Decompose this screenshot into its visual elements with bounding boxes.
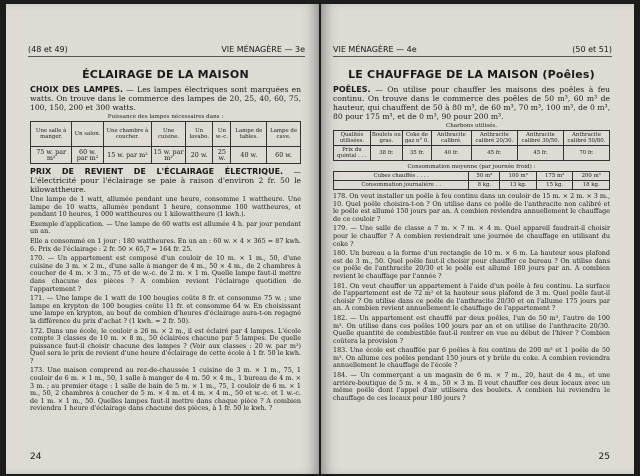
example-calc: Elle a consommé en 1 jour : 180 wattheures. En un an : 60 w. × 4 × 365 = 87 kwh. 6. Prix de l'éclairage : 2 fr. 50 × 65,7 = 164 fr. 25.	[30, 236, 301, 253]
exercise-172: 172. Dans une école, le couloir a 26 m. × 2 m., il est éclairé par 4 lampes. L'école compte 3 classes de 10 m. × 8 m., 50 éclairées chacune par 5 lampes. De quelle puissance faut-il choisir chacune des lampes ? (Voir aux classes : 20 w. par m²) Quel sera le prix de revient d'une heure d'éclairage de cette école à 1 fr. 50 le kwh. ?	[30, 326, 301, 365]
prix-heading: PRIX DE REVIENT DE L'ÉCLAIRAGE ÉLECTRIQUE.	[30, 167, 284, 176]
conso-volume-cell: 175 m³	[536, 172, 573, 181]
poeles-heading: POÊLES.	[333, 85, 371, 94]
lamp-values-row	[31, 147, 301, 164]
poeles-paragraph	[333, 85, 610, 121]
charbon-header-row	[334, 131, 610, 146]
charbon-price-cell: 45 fr.	[517, 146, 563, 161]
lamp-room-cell: Un lavabo.	[185, 122, 212, 147]
open-book	[6, 4, 636, 474]
left-running-header	[28, 45, 305, 54]
left-header-ref: (48 et 49)	[28, 45, 68, 54]
charbon-table	[333, 130, 610, 161]
choix-heading: CHOIX DES LAMPES.	[30, 85, 124, 94]
right-running-header	[333, 45, 612, 54]
charbon-price-cell: 40 fr.	[431, 146, 471, 161]
exercise-181: 181. On veut chauffer un appartement à l'aide d'un poêle à feu continu. La surface de l'appartement est de 72 m² et la hauteur sous plafond de 3 m. Quel poêle faut-il choisir ? On utilise dans ce poêle de l'anthracite 20/30 et on l'allume 175 jours par an. A combien revient annuellement le chauffage de l'appartement ?	[333, 281, 610, 313]
charbon-caption: Charbons utilisés.	[445, 123, 498, 129]
conso-volume-cell: 100 m³	[500, 172, 537, 181]
conso-value-cell: 15 kg.	[536, 181, 573, 190]
poeles-text: — On utilise pour chauffer les maisons des poêles à feu continu. On trouve dans le commerce des poêles de 50 m³, 60 m³ de hauteur, qui chauffent de 50 à 80 m³, de 60 m³, 70 m³, 100 m³, de 0 m³, 80 pour 175 m³, et de 0 m³, 90 pour 200 m³.	[333, 85, 610, 121]
conso-volume-cell: 50 m³	[469, 172, 500, 181]
exercise-183: 183. Une école est chauffée par 6 poêles à feu continu de 200 m³ et 1 poêle de 50 m³. On allume ces poêles pendant 150 jours et y brûle du coke. A combien reviendra annuellement le chauffage de l'école ?	[333, 346, 610, 370]
example-paragraph: Exemple d'application. — Une lampe de 60 watts est allumée 4 h. par jour pendant un an.	[30, 219, 301, 236]
charbon-row-label: Prix du quintal . . .	[334, 146, 371, 161]
lamp-room-cell: Lampe de tables.	[231, 122, 267, 147]
right-header-title: VIE MÉNAGÈRE — 4e	[333, 45, 417, 54]
prix-paragraph	[30, 167, 301, 194]
choix-paragraph	[30, 85, 301, 112]
charbon-header-cell: Qualités utilisées.	[334, 131, 371, 146]
conso-value-cell: 8 kg.	[469, 181, 500, 190]
conso-caption: Consommation moyenne (par journée froid) :	[407, 164, 536, 170]
charbon-price-cell: 38 fr.	[370, 146, 402, 161]
charbon-price-cell: 70 fr.	[563, 146, 609, 161]
lamp-value-cell: 15 w. par m²	[153, 148, 184, 162]
lamp-table-caption: Puissance des lampes nécessaires dans :	[107, 114, 224, 120]
right-content	[333, 62, 610, 404]
left-page	[6, 4, 319, 474]
exercise-182: 182. — Un appartement est chauffé par deux poêles, l'un de 50 m³, l'autre de 100 m³. On utilise dans ces poêles 100 jours par an et on utilise de l'anthracite 20/30. Quelle quantité de combustible faut-il rentrer en vue au début de l'hiver ? Combien coûtera la provision ?	[333, 313, 610, 345]
right-header-ref: (50 et 51)	[572, 45, 612, 54]
charbon-header-cell: Anthracite calibré 50/80.	[563, 131, 609, 146]
conso-value-cell: 18 kg.	[573, 181, 610, 190]
lamp-value-cell: 25 w.	[213, 147, 231, 164]
exercise-179: 179. — Une salle de classe a 7 m. × 7 m. × 4 m. Quel appareil faudrait-il choisir pour le chauffer ? A combien reviendrait une journée de chauffage en utilisant du coke ?	[333, 224, 610, 248]
charbon-price-row	[334, 146, 610, 161]
exercise-178: 178. On veut installer un poêle à feu continu dans un couloir de 15 m. × 2 m. × 3 m., 10. Quel poêle choisira-t-on ? On utilise dans ce poêle de l'anthracite non calibré et le poêle est allumé 150 jours par an. A combien reviendra annuellement le chauffage de ce couloir ?	[333, 192, 610, 223]
exercise-180: 180. Un bureau a la forme d'un rectangle de 10 m. × 6 m. La hauteur sous plafond est de 3 m., 50. Quel poêle faut-il choisir pour chauffer ce bureau ? On utilise dans ce poêle de l'anthracite 20/30 et le poêle est allumé 180 jours par an. A combien revient le chauffage par l'année ?	[333, 249, 610, 280]
lamp-room-cell: Un w.-c.	[213, 122, 231, 147]
conso-volume-cell: 200 m³	[573, 172, 610, 181]
conso-volume-row	[334, 172, 610, 181]
charbon-header-cell: Anthracite calibré.	[431, 131, 471, 146]
consommation-table	[333, 171, 610, 190]
lamp-value-cell: 15 w. par m²	[103, 147, 151, 164]
charbon-header-cell: Anthracite calibré 30/50.	[517, 131, 563, 146]
lamp-power-table	[30, 121, 301, 164]
lamp-value-cell: 40 w.	[231, 147, 267, 164]
exercise-171: 171. — Une lampe de 1 watt de 100 bougies coûte 8 fr. et consomme 75 w. ; une lampe en krypton de 100 bougies coûte 11 fr. et consomme 64 w. En choisissant une lampe en krypton, au bout de combien d'heures d'éclairage aura-t-on regagné la différence du prix d'achat ? (1 kwh. = 2 fr. 50).	[30, 294, 301, 325]
lamp-room-cell: Une chambre à coucher.	[103, 122, 151, 147]
lamp-room-cell: Une cuisine.	[152, 122, 186, 147]
exercise-184: 184. — Un commerçant a un magasin de 6 m. × 7 m., 20, haut de 4 m., et une arrière-boutique de 5 m. × 4 m., 50 × 3 m. Il veut chauffer ces deux locaux avec un même poêle dont l'appel d'air utilisera des boulets. A combien lui reviendra le chauffage de ces locaux pour 180 jours ?	[333, 371, 610, 402]
charbon-price-cell: 45 fr.	[471, 146, 517, 161]
lamp-value-cell: 60 w.	[267, 147, 301, 164]
right-header-rule	[333, 56, 612, 57]
lamp-room-cell: Lampe de cave.	[267, 122, 301, 147]
left-header-rule	[28, 56, 305, 57]
wattheure-paragraph: Une lampe de 1 watt, allumée pendant une heure, consomme 1 wattheure. Une lampe de 10 watts, allumée pendant 1 heure, consomme 100 wattheures, et pendant 10 heures, 1 000 wattheures ou 1 kilowattheure (1 kwh.).	[30, 195, 301, 219]
left-header-title: VIE MÉNAGÈRE — 3e	[221, 45, 305, 54]
conso-row-label: Cubes chauffés . . . .	[334, 172, 469, 181]
lamp-room-cell: Un salon.	[72, 122, 103, 147]
exercise-170: 170. — Un appartement est composé d'un couloir de 10 m. × 1 m., 50, d'une cuisine de 3 m. × 2 m., d'une salle à manger de 4 m., 50 × 4 m., de 2 chambres à coucher de 4 m. × 3 m., 75 et de w.-c. de 2 m. × 1 m. Quelle lampe faut-il mettre dans chacune des pièces ? A combien revient l'éclairage quotidien de l'appartement ?	[30, 254, 301, 293]
right-page-number: 25	[598, 452, 610, 462]
conso-row-label: Consommation journalière . .	[334, 181, 469, 190]
lamp-value-cell: 20 w.	[185, 147, 212, 164]
lamp-value-cell: 60 w. par m²	[72, 147, 103, 164]
charbon-price-cell: 35 fr.	[402, 146, 431, 161]
charbon-header-cell: Anthracite calibré 20/30.	[471, 131, 517, 146]
lamp-value-cell: 75 w. par m²	[31, 147, 72, 164]
page-title-eclairage: ÉCLAIRAGE DE LA MAISON	[82, 68, 249, 81]
lamp-rooms-row	[31, 122, 301, 147]
exercise-173: 173. Une maison comprend au rez-de-chaussée 1 cuisine de 3 m. × 1 m., 75, 1 couloir de 6 m. × 1 m., 50, 1 salle à manger de 4 m. 50 × 4 m., 1 bureau de 4 m. × 3 m. ; au premier étage : 1 salle de bain de 5 m. × 1 m., 75, 1 couloir de 6 m. × 1 m., 50, 2 chambres à coucher de 5 m. × 4 m. et 4 m. × 4 m., 50 et w.-c. et 1 w.-c. de 1 m. × 1 m., 50. Quelles lampes faut-il mettre dans chaque pièce ? A combien reviendra 1 heure d'éclairage dans chacune des pièces, à 1 fr. 50 le kwh. ?	[30, 366, 301, 413]
prix-text: — L'électricité pour l'éclairage se paie à raison d'environ 2 fr. 50 le kilowattheure.	[30, 167, 301, 194]
choix-text: — Les lampes électriques sont marquées en watts. On trouve dans le commerce des lampes de 20, 25, 40, 60, 75, 100, 150, 200 et 300 watts.	[30, 85, 302, 112]
charbon-header-cell: Boulets ou gras.	[371, 132, 401, 144]
left-content	[30, 62, 301, 415]
charbon-header-cell: Coke de gaz n° 0.	[402, 131, 431, 146]
page-title-chauffage: LE CHAUFFAGE DE LA MAISON (Poêles)	[348, 68, 595, 81]
left-page-number: 24	[30, 452, 42, 462]
conso-value-cell: 13 kg.	[500, 181, 537, 190]
right-page	[321, 4, 634, 474]
conso-daily-row	[334, 181, 610, 190]
lamp-room-cell: Une salle à manger.	[31, 122, 72, 147]
